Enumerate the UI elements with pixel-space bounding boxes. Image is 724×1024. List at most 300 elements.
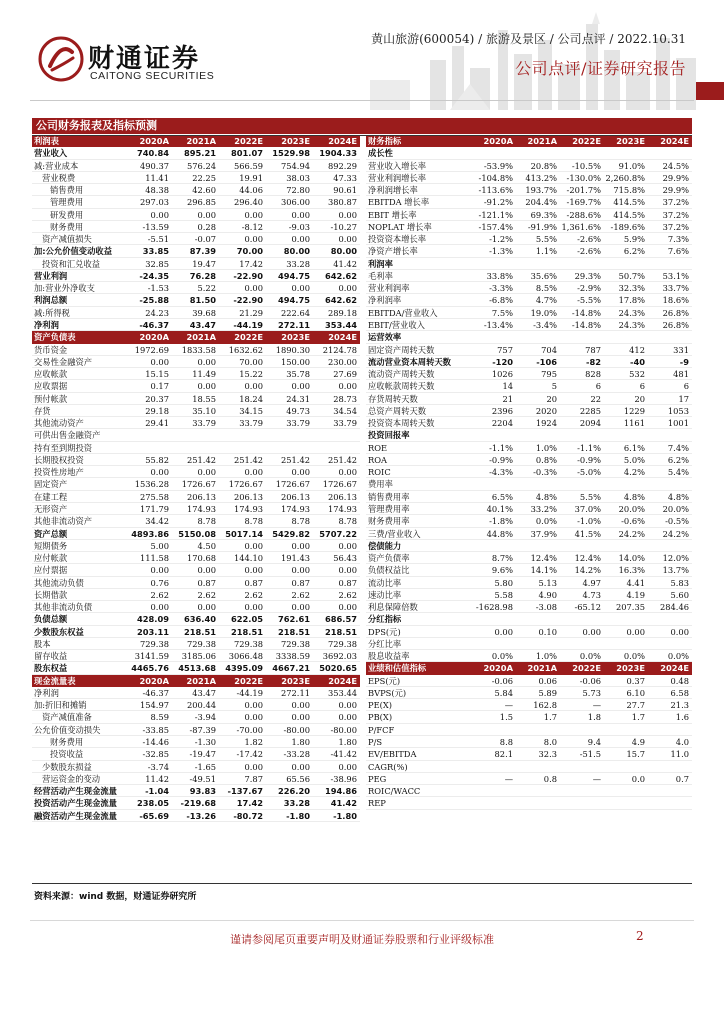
- cell-value: 19.47: [192, 258, 216, 269]
- cell-value: 0.00: [291, 761, 310, 772]
- cell-value: 26.8%: [662, 307, 689, 318]
- cell-value: 0.00: [338, 467, 357, 478]
- cell-value: 20.8%: [530, 160, 557, 171]
- cell-value: -3.3%: [489, 283, 513, 294]
- row-label: 营业税费: [42, 172, 76, 183]
- page-number: 2: [636, 929, 644, 943]
- row-label: 总资产周转天数: [368, 405, 427, 416]
- left-financial-table: [32, 135, 360, 822]
- cell-value: 206.13: [280, 491, 310, 502]
- cell-value: 0.0: [631, 773, 645, 784]
- cell-value: 33.79: [239, 418, 263, 429]
- cell-value: 5.60: [670, 589, 689, 600]
- cell-value: 5.5%: [579, 491, 601, 502]
- cell-value: 414.5%: [613, 209, 645, 220]
- financial-statement-row: [32, 454, 360, 466]
- cell-value: 18.6%: [662, 295, 689, 306]
- cell-value: 1726.67: [275, 479, 310, 490]
- cell-value: 0.87: [197, 577, 216, 588]
- financial-indicator-row: [366, 319, 692, 331]
- cell-value: 0.00: [291, 565, 310, 576]
- cell-value: 2023E: [616, 136, 645, 146]
- cell-value: [560, 331, 604, 342]
- row-label: 少数股东损益: [42, 761, 92, 772]
- cell-value: -65.12: [574, 602, 601, 613]
- cell-value: 24.23: [145, 307, 169, 318]
- row-label: 营业收入: [34, 148, 68, 159]
- row-label: 投资和汇兑收益: [42, 258, 101, 269]
- cell-value: 729.38: [139, 638, 169, 649]
- financial-statement-row: [32, 221, 360, 233]
- financial-statement-row: [32, 601, 360, 613]
- row-label: 费用率: [368, 479, 393, 490]
- cell-value: 2.62: [197, 589, 216, 600]
- cell-value: [172, 429, 219, 440]
- row-label: 净利润率: [368, 295, 402, 306]
- row-label: 利润表: [34, 136, 59, 146]
- financial-indicator-row: [366, 650, 692, 662]
- cell-value: 0.00: [338, 700, 357, 711]
- cell-value: 22: [590, 393, 601, 404]
- cell-value: -46.37: [142, 687, 169, 698]
- cell-value: 230.00: [327, 356, 357, 367]
- cell-value: [313, 429, 360, 440]
- cell-value: -1628.98: [475, 602, 513, 613]
- cell-value: 162.8: [533, 700, 557, 711]
- cell-value: 1.5: [499, 712, 513, 723]
- financial-indicator-row: [366, 748, 692, 760]
- financial-indicator-row: [366, 454, 692, 466]
- financial-statement-row: [32, 160, 360, 172]
- cell-value: 49.73: [286, 405, 310, 416]
- cell-value: 29.9%: [662, 172, 689, 183]
- financial-indicator-row: [366, 724, 692, 736]
- cell-value: -1.1%: [577, 442, 601, 453]
- cell-value: -121.1%: [478, 209, 513, 220]
- row-label: 资产减值损失: [42, 234, 92, 245]
- cell-value: 5020.65: [319, 663, 357, 674]
- row-label: 投资收益: [50, 749, 84, 760]
- financial-statement-row: [32, 797, 360, 809]
- financial-statement-row: [32, 209, 360, 221]
- cell-value: 892.29: [327, 160, 357, 171]
- cell-value: 0.00: [244, 712, 263, 723]
- financial-indicator-row: [366, 552, 692, 564]
- cell-value: -10.5%: [571, 160, 601, 171]
- cell-value: 194.86: [324, 786, 357, 797]
- cell-value: 729.38: [327, 638, 357, 649]
- row-label: 业绩和估值指标: [368, 663, 427, 674]
- cell-value: 19.0%: [530, 307, 557, 318]
- financial-statement-row: [32, 478, 360, 490]
- cell-value: [472, 761, 516, 772]
- cell-value: 2022E: [572, 663, 601, 674]
- cell-value: 11.41: [145, 172, 169, 183]
- cell-value: 0.00: [291, 602, 310, 613]
- financial-statement-row: [32, 577, 360, 589]
- cell-value: 0.87: [244, 577, 263, 588]
- cell-value: 8.59: [150, 712, 169, 723]
- cell-value: 5.22: [197, 283, 216, 294]
- cell-value: 35.10: [192, 405, 216, 416]
- financial-indicator-row: [366, 711, 692, 723]
- cell-value: 34.15: [239, 405, 263, 416]
- cell-value: -14.8%: [571, 307, 601, 318]
- cell-value: [604, 331, 648, 342]
- cell-value: 3692.03: [322, 651, 357, 662]
- financial-indicator-row: [366, 613, 692, 625]
- row-label: 固定资产周转天数: [368, 344, 435, 355]
- cell-value: 272.11: [280, 687, 310, 698]
- cell-value: 41.5%: [574, 528, 601, 539]
- financial-statement-header-row: [32, 675, 360, 687]
- cell-value: 5.83: [670, 577, 689, 588]
- cell-value: 17: [678, 393, 689, 404]
- financial-statement-row: [32, 564, 360, 576]
- cell-value: -3.08: [535, 602, 557, 613]
- cell-value: [604, 797, 648, 808]
- cell-value: [604, 761, 648, 772]
- financial-statement-row: [32, 245, 360, 257]
- cell-value: 0.00: [197, 565, 216, 576]
- cell-value: 5.89: [538, 687, 557, 698]
- cell-value: 0.00: [291, 381, 310, 392]
- cell-value: -3.4%: [533, 319, 557, 330]
- row-label: 其他流动负债: [34, 577, 84, 588]
- cell-value: 48.38: [145, 185, 169, 196]
- cell-value: 2021A: [527, 663, 557, 674]
- financial-indicator-row: [366, 282, 692, 294]
- cell-value: -91.9%: [527, 221, 557, 232]
- row-label: 资产负债率: [368, 553, 410, 564]
- cell-value: 47.33: [333, 172, 357, 183]
- financial-indicator-row: [366, 380, 692, 392]
- cell-value: 0.00: [150, 565, 169, 576]
- cell-value: 428.09: [136, 614, 169, 625]
- cell-value: 0.87: [338, 577, 357, 588]
- cell-value: 1.80: [338, 737, 357, 748]
- row-label: ROA: [368, 454, 388, 465]
- cell-value: 0.00: [197, 209, 216, 220]
- cell-value: 2021A: [186, 675, 216, 686]
- cell-value: 3066.48: [228, 651, 263, 662]
- row-label: 减:所得税: [34, 307, 70, 318]
- cell-value: -1.53: [147, 283, 169, 294]
- logo-chinese-name: 财通证券: [88, 44, 201, 74]
- cell-value: 0.00: [197, 602, 216, 613]
- cell-value: 226.20: [277, 786, 310, 797]
- financial-indicator-header-row: [366, 662, 692, 674]
- cell-value: 0.00: [244, 602, 263, 613]
- row-label: 营业利润率: [368, 283, 410, 294]
- cell-value: 204.4%: [525, 197, 557, 208]
- cell-value: 72.80: [286, 185, 310, 196]
- cell-value: 284.46: [659, 602, 689, 613]
- financial-indicator-row: [366, 626, 692, 638]
- row-label: 留存收益: [34, 651, 68, 662]
- cell-value: [648, 429, 692, 440]
- cell-value: -91.2%: [483, 197, 513, 208]
- page-header: [0, 0, 724, 118]
- cell-value: [472, 478, 516, 489]
- cell-value: 5707.22: [319, 528, 357, 539]
- cell-value: 37.9%: [530, 528, 557, 539]
- financial-indicator-row: [366, 258, 692, 270]
- row-label: 负债总额: [34, 614, 68, 625]
- financial-statement-row: [32, 761, 360, 773]
- footer-disclaimer: 谨请参阅尾页重要声明及财通证券股票和行业评级标准: [230, 933, 494, 946]
- cell-value: 34.54: [333, 405, 357, 416]
- cell-value: 24.2%: [618, 528, 645, 539]
- financial-statement-row: [32, 233, 360, 245]
- cell-value: 0.00: [338, 283, 357, 294]
- cell-value: 0.10: [538, 626, 557, 637]
- financial-statement-row: [32, 344, 360, 356]
- row-label: 长期借款: [34, 589, 68, 600]
- cell-value: -0.5%: [665, 516, 689, 527]
- financial-indicator-row: [366, 429, 692, 441]
- cell-value: -14.46: [142, 737, 169, 748]
- financial-indicator-row: [366, 675, 692, 687]
- cell-value: -41.42: [330, 749, 357, 760]
- cell-value: 412: [629, 344, 645, 355]
- cell-value: 2124.78: [322, 344, 357, 355]
- cell-value: [313, 442, 360, 453]
- financial-indicator-row: [366, 196, 692, 208]
- financial-statement-row: [32, 662, 360, 674]
- cell-value: 7.87: [244, 773, 263, 784]
- cell-value: 44.8%: [486, 528, 513, 539]
- cell-value: -130.0%: [566, 172, 601, 183]
- cell-value: [560, 258, 604, 269]
- cell-value: -113.6%: [478, 185, 513, 196]
- cell-value: 174.93: [280, 503, 310, 514]
- cell-value: 0.0%: [667, 651, 689, 662]
- cell-value: 39.68: [192, 307, 216, 318]
- cell-value: 0.00: [291, 283, 310, 294]
- financial-statement-row: [32, 258, 360, 270]
- cell-value: 33.7%: [662, 283, 689, 294]
- row-label: 研发费用: [50, 209, 84, 220]
- row-label: 净利润: [34, 687, 59, 698]
- cell-value: -38.96: [330, 773, 357, 784]
- cell-value: -189.6%: [610, 221, 645, 232]
- row-label: 利润总额: [34, 295, 68, 306]
- cell-value: -106: [536, 356, 557, 367]
- cell-value: 0.00: [291, 209, 310, 220]
- cell-value: [472, 258, 516, 269]
- financial-statement-row: [32, 294, 360, 306]
- cell-value: 1053: [667, 405, 689, 416]
- cell-value: 0.7: [675, 773, 689, 784]
- financial-indicator-row: [366, 699, 692, 711]
- row-label: REP: [368, 798, 386, 809]
- cell-value: [516, 761, 560, 772]
- cell-value: -17.42: [236, 749, 263, 760]
- cell-value: 4.0: [675, 737, 689, 748]
- cell-value: 2022E: [234, 332, 263, 343]
- cell-value: 35.6%: [530, 270, 557, 281]
- cell-value: 5.00: [150, 540, 169, 551]
- financial-indicator-row: [366, 785, 692, 797]
- cell-value: 622.05: [230, 614, 263, 625]
- cell-value: -22.90: [233, 270, 263, 281]
- cell-value: —: [504, 773, 513, 784]
- row-label: 管理费用: [50, 197, 84, 208]
- cell-value: 490.37: [139, 160, 169, 171]
- row-label: 运营效率: [368, 332, 402, 343]
- cell-value: 1726.67: [228, 479, 263, 490]
- cell-value: 1001: [667, 418, 689, 429]
- financial-indicator-row: [366, 233, 692, 245]
- cell-value: 2022E: [234, 675, 263, 686]
- cell-value: -87.39: [189, 724, 216, 735]
- cell-value: 9.6%: [491, 565, 513, 576]
- financial-indicator-row: [366, 344, 692, 356]
- cell-value: 2.62: [244, 589, 263, 600]
- cell-value: [472, 638, 516, 649]
- cell-value: 757: [497, 344, 513, 355]
- row-label: 销售费用率: [368, 491, 410, 502]
- financial-statement-row: [32, 380, 360, 392]
- cell-value: 206.13: [327, 491, 357, 502]
- cell-value: -2.6%: [577, 246, 601, 257]
- cell-value: -5.5%: [577, 295, 601, 306]
- financial-indicator-row: [366, 528, 692, 540]
- cell-value: 154.97: [139, 700, 169, 711]
- financial-statement-row: [32, 773, 360, 785]
- cell-value: 6.1%: [623, 442, 645, 453]
- financial-indicator-row: [366, 294, 692, 306]
- table-bottom-rule: [32, 883, 692, 884]
- cell-value: -24.35: [139, 270, 169, 281]
- cell-value: 11.0: [670, 749, 689, 760]
- cell-value: 70.00: [239, 356, 263, 367]
- cell-value: 5017.14: [225, 528, 263, 539]
- cell-value: 12.0%: [662, 553, 689, 564]
- cell-value: -0.9%: [577, 454, 601, 465]
- cell-value: -288.6%: [566, 209, 601, 220]
- cell-value: 200.44: [186, 700, 216, 711]
- cell-value: 4.19: [626, 589, 645, 600]
- cell-value: [604, 147, 648, 158]
- cell-value: [560, 785, 604, 796]
- cell-value: 53.1%: [662, 270, 689, 281]
- cell-value: 1904.33: [319, 148, 357, 159]
- row-label: 毛利率: [368, 270, 393, 281]
- cell-value: 218.51: [277, 626, 310, 637]
- cell-value: 729.38: [186, 638, 216, 649]
- cell-value: -1.1%: [489, 442, 513, 453]
- cell-value: 18.55: [192, 393, 216, 404]
- financial-indicator-row: [366, 736, 692, 748]
- cell-value: -49.51: [189, 773, 216, 784]
- cell-value: 1833.58: [181, 344, 216, 355]
- cell-value: 1026: [491, 369, 513, 380]
- cell-value: 0.00: [291, 540, 310, 551]
- cell-value: 218.51: [230, 626, 263, 637]
- cell-value: 2022E: [572, 136, 601, 146]
- row-label: PB(X): [368, 712, 393, 723]
- cell-value: 2020A: [483, 663, 513, 674]
- row-label: 资产减值准备: [42, 712, 92, 723]
- cell-value: 2023E: [281, 332, 310, 343]
- cell-value: 6.10: [626, 687, 645, 698]
- cell-value: 0.00: [244, 381, 263, 392]
- row-label: 负债权益比: [368, 565, 410, 576]
- cell-value: 289.18: [327, 307, 357, 318]
- cell-value: 1.80: [291, 737, 310, 748]
- cell-value: 33.79: [192, 418, 216, 429]
- cell-value: 1726.67: [322, 479, 357, 490]
- company-logo: [38, 36, 218, 86]
- cell-value: 494.75: [277, 295, 310, 306]
- financial-statement-row: [32, 687, 360, 699]
- cell-value: 0.00: [244, 283, 263, 294]
- row-label: P/FCF: [368, 724, 395, 735]
- cell-value: 566.59: [233, 160, 263, 171]
- cell-value: 2094: [579, 418, 601, 429]
- financial-statement-row: [32, 393, 360, 405]
- cell-value: 0.0%: [535, 516, 557, 527]
- cell-value: -25.88: [139, 295, 169, 306]
- financial-statement-row: [32, 147, 360, 159]
- row-label: 流动资产周转天数: [368, 369, 435, 380]
- cell-value: 0.06: [538, 675, 557, 686]
- cell-value: 193.7%: [525, 185, 557, 196]
- row-label: 短期债务: [34, 540, 68, 551]
- cell-value: [516, 724, 560, 735]
- row-label: CAGR(%): [368, 761, 408, 772]
- cell-value: [648, 613, 692, 624]
- cell-value: 14: [502, 381, 513, 392]
- cell-value: 12.4%: [574, 553, 601, 564]
- financial-indicator-row: [366, 405, 692, 417]
- cell-value: 19.91: [239, 172, 263, 183]
- cell-value: 191.43: [280, 553, 310, 564]
- cell-value: 26.8%: [662, 319, 689, 330]
- cell-value: 0.00: [150, 602, 169, 613]
- cell-value: —: [592, 700, 601, 711]
- cell-value: 7.3%: [667, 234, 689, 245]
- cell-value: -8.12: [241, 221, 263, 232]
- cell-value: 32.85: [145, 258, 169, 269]
- cell-value: 9.4: [587, 737, 601, 748]
- cell-value: 4.8%: [623, 491, 645, 502]
- cell-value: 4.7%: [535, 295, 557, 306]
- cell-value: 24.31: [286, 393, 310, 404]
- cell-value: [560, 478, 604, 489]
- cell-value: 37.0%: [574, 503, 601, 514]
- row-label: ROIC: [368, 467, 391, 478]
- row-label: 投资回报率: [368, 430, 410, 441]
- cell-value: 218.51: [324, 626, 357, 637]
- row-label: DPS(元): [368, 626, 401, 637]
- cell-value: 41.42: [330, 798, 357, 809]
- cell-value: [219, 442, 266, 453]
- cell-value: 8.78: [291, 516, 310, 527]
- cell-value: 37.2%: [662, 197, 689, 208]
- financial-indicator-row: [366, 491, 692, 503]
- cell-value: -14.8%: [571, 319, 601, 330]
- cell-value: [648, 785, 692, 796]
- cell-value: [516, 258, 560, 269]
- cell-value: 0.00: [197, 467, 216, 478]
- financial-indicator-row: [366, 209, 692, 221]
- cell-value: 532: [629, 369, 645, 380]
- cell-value: [560, 147, 604, 158]
- row-label: 分红指标: [368, 614, 402, 625]
